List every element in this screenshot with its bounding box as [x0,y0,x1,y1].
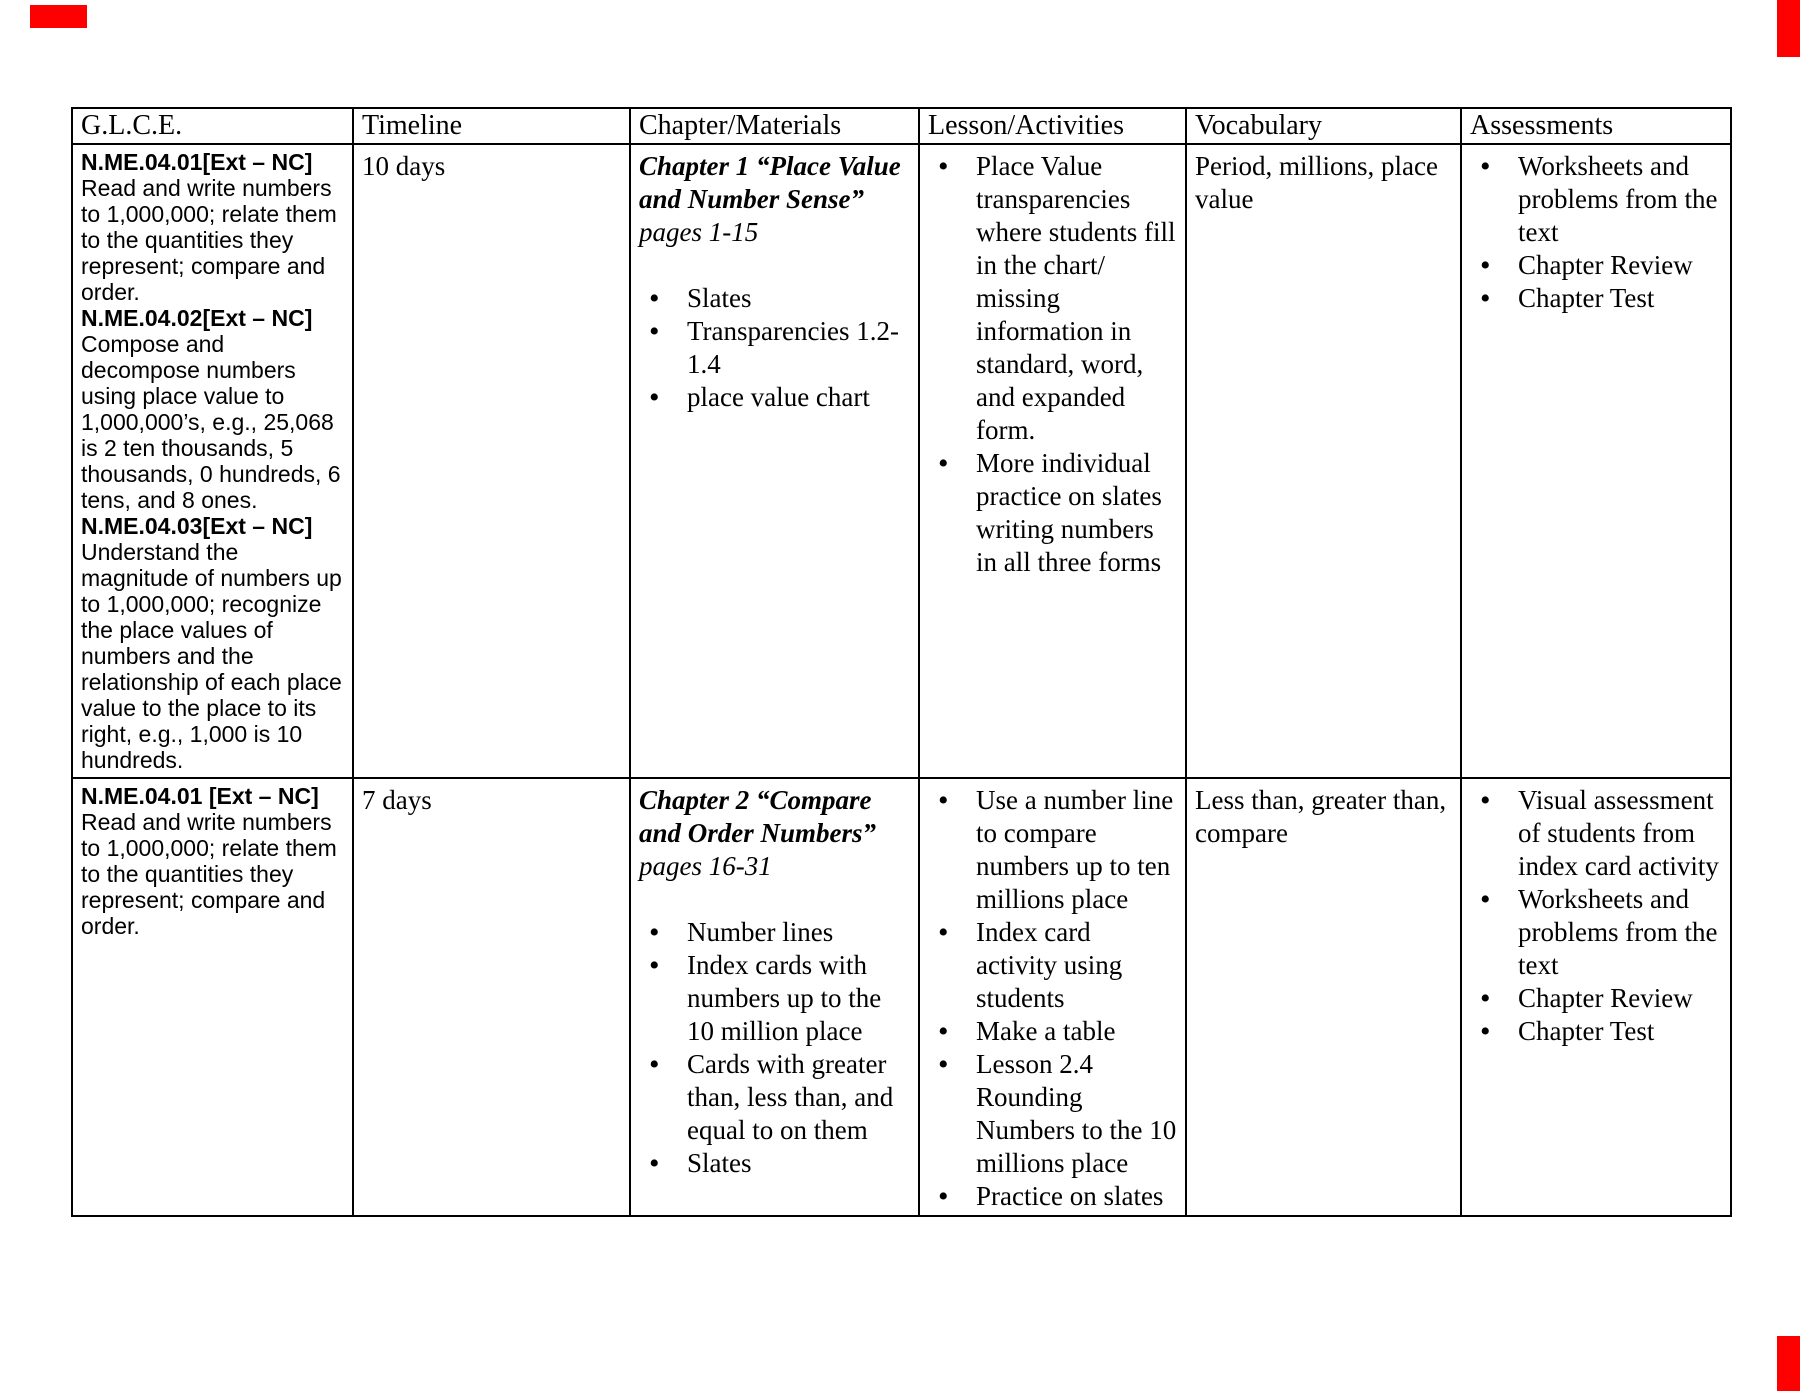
table-row [72,778,1731,1216]
vocabulary-cell [1186,778,1461,1216]
glce-cell [72,144,353,778]
bullet-item: • Use a number line to compare numbers up to ten millions place [928,784,1177,916]
column-header: Assessments [1461,108,1731,144]
glce-item [81,783,344,939]
glce-description: Read and write numbers to 1,000,000; relate them to the quantities they represent; compare and order. [81,175,337,305]
bullet-item: • More individual practice on slates writing numbers in all three forms [928,447,1177,579]
chapter-heading [639,150,910,249]
column-header: Chapter/Materials [630,108,919,144]
table-header-row [72,108,1731,144]
bullet-item: • Chapter Review [1470,982,1722,1015]
assessments-cell [1461,144,1731,778]
bullet-item: • Chapter Test [1470,1015,1722,1048]
bullet-item: • Worksheets and problems from the text [1470,150,1722,249]
chapter-materials-cell [630,778,919,1216]
chapter-pages: pages 16-31 [639,851,772,881]
bullet-item: • Visual assessment of students from index card activity [1470,784,1722,883]
glce-code: N.ME.04.03[Ext – NC] [81,513,313,539]
lesson-activities-cell [919,144,1186,778]
column-header: Lesson/Activities [919,108,1186,144]
activities-list [928,784,1177,1213]
bullet-item: • Number lines [639,916,910,949]
column-header: G.L.C.E. [72,108,353,144]
glce-description: Understand the magnitude of numbers up to 1,000,000; recognize the place values of numbers and the relationship of each place value to the place to its right, e.g., 1,000 is 10 hundreds. [81,539,342,773]
chapter-pages: pages 1-15 [639,217,759,247]
bullet-item: • Slates [639,282,910,315]
vocabulary-text: Less than, greater than, compare [1195,785,1447,848]
bullet-item: • Lesson 2.4 Rounding Numbers to the 10 millions place [928,1048,1177,1180]
glce-description: Read and write numbers to 1,000,000; relate them to the quantities they represent; compare and order. [81,809,337,939]
materials-list [639,282,910,414]
timeline-cell [353,778,630,1216]
column-header: Vocabulary [1186,108,1461,144]
glce-item [81,305,344,513]
glce-standards-list [81,783,344,939]
glce-code: N.ME.04.01[Ext – NC] [81,149,313,175]
timeline-value: 10 days [362,151,446,181]
table-row [72,144,1731,778]
glce-standards-list [81,149,344,773]
redaction-mark-top-right [1777,0,1800,57]
vocabulary-cell [1186,144,1461,778]
column-header: Timeline [353,108,630,144]
document-sheet [71,107,1732,1217]
bullet-item: • place value chart [639,381,910,414]
bullet-item: • Slates [639,1147,910,1180]
bullet-item: • Index cards with numbers up to the 10 million place [639,949,910,1048]
glce-description: Compose and decompose numbers using place value to 1,000,000’s, e.g., 25,068 is 2 ten thousands, 5 thousands, 0 hundreds, 6 tens, and 8 ones. [81,331,341,513]
redaction-mark-top-left [30,5,87,28]
materials-list [639,916,910,1180]
redaction-mark-bottom-right [1777,1336,1800,1391]
bullet-item: • Worksheets and problems from the text [1470,883,1722,982]
chapter-title: Chapter 2 “Compare and Order Numbers” [639,785,877,848]
assessments-cell [1461,778,1731,1216]
assessments-list [1470,150,1722,315]
bullet-item: • Chapter Review [1470,249,1722,282]
lesson-activities-cell [919,778,1186,1216]
glce-item [81,513,344,773]
glce-item [81,149,344,305]
bullet-item: • Practice on slates [928,1180,1177,1213]
bullet-item: • Make a table [928,1015,1177,1048]
glce-code: N.ME.04.01 [Ext – NC] [81,783,319,809]
activities-list [928,150,1177,579]
chapter-title: Chapter 1 “Place Value and Number Sense” [639,151,901,214]
timeline-value: 7 days [362,785,432,815]
bullet-item: • Place Value transparencies where students fill in the chart/ missing information in standard, word, and expanded form. [928,150,1177,447]
chapter-heading [639,784,910,883]
bullet-item: • Cards with greater than, less than, and equal to on them [639,1048,910,1147]
timeline-cell [353,144,630,778]
bullet-item: • Index card activity using students [928,916,1177,1015]
bullet-item: • Transparencies 1.2-1.4 [639,315,910,381]
glce-cell [72,778,353,1216]
glce-code: N.ME.04.02[Ext – NC] [81,305,313,331]
assessments-list [1470,784,1722,1048]
pacing-guide-table [71,107,1732,1217]
vocabulary-text: Period, millions, place value [1195,151,1438,214]
chapter-materials-cell [630,144,919,778]
bullet-item: • Chapter Test [1470,282,1722,315]
